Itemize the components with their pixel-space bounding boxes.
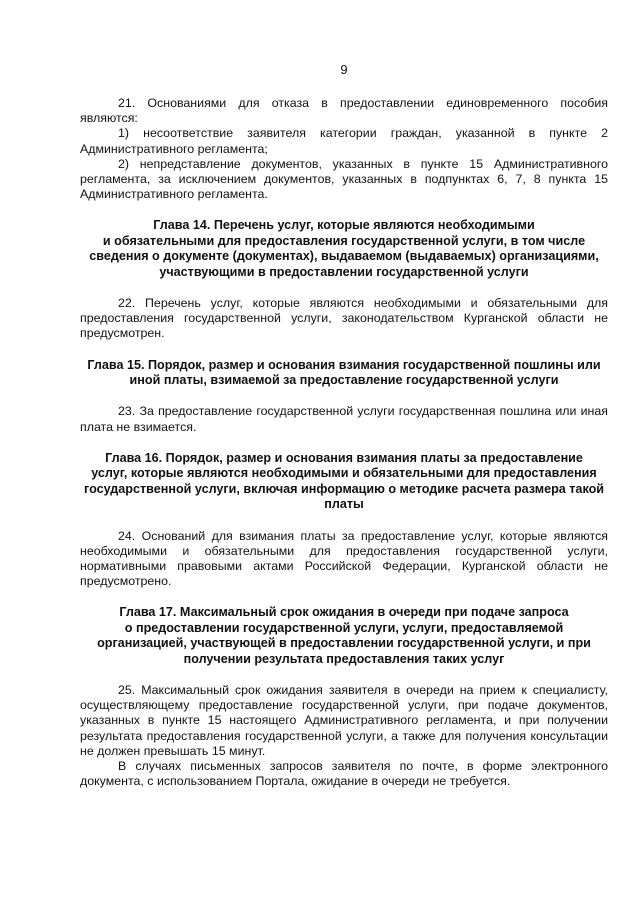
chapter-15-line-2: иной платы, взимаемой за предоставление государственной услуги	[129, 373, 559, 388]
chapter-15-line-1: Глава 15. Порядок, размер и основания взимания государственной пошлины или	[87, 357, 601, 372]
section-25-text: 25. Максимальный срок ожидания заявителя в очереди на прием к специалисту, осуществляющему предоставление государственной услуги, при подаче документов, указанных в пункте 15 настоящего Административного регламента, и при получении результата предоставления государственной услуги, а также для получения консультации не должен превышать 15 минут.	[80, 682, 608, 758]
chapter-16-line-4: платы	[324, 497, 364, 512]
chapter-15-heading	[80, 358, 608, 389]
section-21-intro: 21. Основаниями для отказа в предоставлении единовременного пособия являются:	[80, 96, 608, 126]
chapter-17-line-1: Глава 17. Максимальный срок ожидания в очереди при подаче запроса	[119, 605, 569, 620]
chapter-17-line-2: о предоставлении государственной услуги, услуги, предоставляемой	[124, 620, 564, 635]
chapter-17-heading	[80, 605, 608, 667]
chapter-14-line-1: Глава 14. Перечень услуг, которые являются необходимыми	[153, 218, 535, 233]
chapter-16-line-2: услуг, которые являются необходимыми и обязательными для предоставления	[91, 466, 597, 481]
chapter-16-heading	[80, 451, 608, 513]
chapter-14-line-4: участвующими в предоставлении государственной услуги	[159, 264, 529, 279]
section-25	[80, 683, 608, 789]
chapter-14-line-3: сведения о документе (документах), выдаваемом (выдаваемых) организациями,	[89, 249, 599, 264]
section-24: 24. Оснований для взимания платы за предоставление услуг, которые являются необходимыми и обязательными для предоставления государственной услуги, нормативными правовыми актами Российской Федерации, Курганской области не предусмотрено.	[80, 528, 608, 589]
chapter-16-line-1: Глава 16. Порядок, размер и основания взимания платы за предоставление	[105, 450, 583, 465]
section-21	[80, 96, 608, 202]
page-number: 9	[340, 62, 348, 77]
section-25-text-2: В случаях письменных запросов заявителя по почте, в форме электронного документа, с использованием Портала, ожидание в очереди не требуется.	[80, 758, 608, 789]
chapter-17-line-3: организацией, участвующей в предоставлении государственной услуги, и при	[97, 636, 591, 651]
section-23: 23. За предоставление государственной услуги государственная пошлина или иная плата не взимается.	[80, 404, 608, 434]
chapter-17-line-4: получении результата предоставления таких услуг	[183, 651, 505, 666]
chapter-14-heading	[80, 218, 608, 280]
chapter-14-line-2: и обязательными для предоставления государственной услуги, в том числе	[102, 233, 586, 248]
section-21-item-2: 2) непредставление документов, указанных в пункте 15 Административного регламента, за исключением документов, указанных в подпунктах 6, 7, 8 пункта 15 Административного регламента.	[80, 156, 608, 202]
chapter-16-line-3: государственной услуги, включая информацию о методике расчета размера такой	[83, 481, 605, 496]
section-21-item-1: 1) несоответствие заявителя категории граждан, указанной в пункте 2 Административного регламента;	[80, 126, 608, 156]
section-22: 22. Перечень услуг, которые являются необходимыми и обязательными для предоставления государственной услуги, законодательством Курганской области не предусмотрен.	[80, 296, 608, 341]
